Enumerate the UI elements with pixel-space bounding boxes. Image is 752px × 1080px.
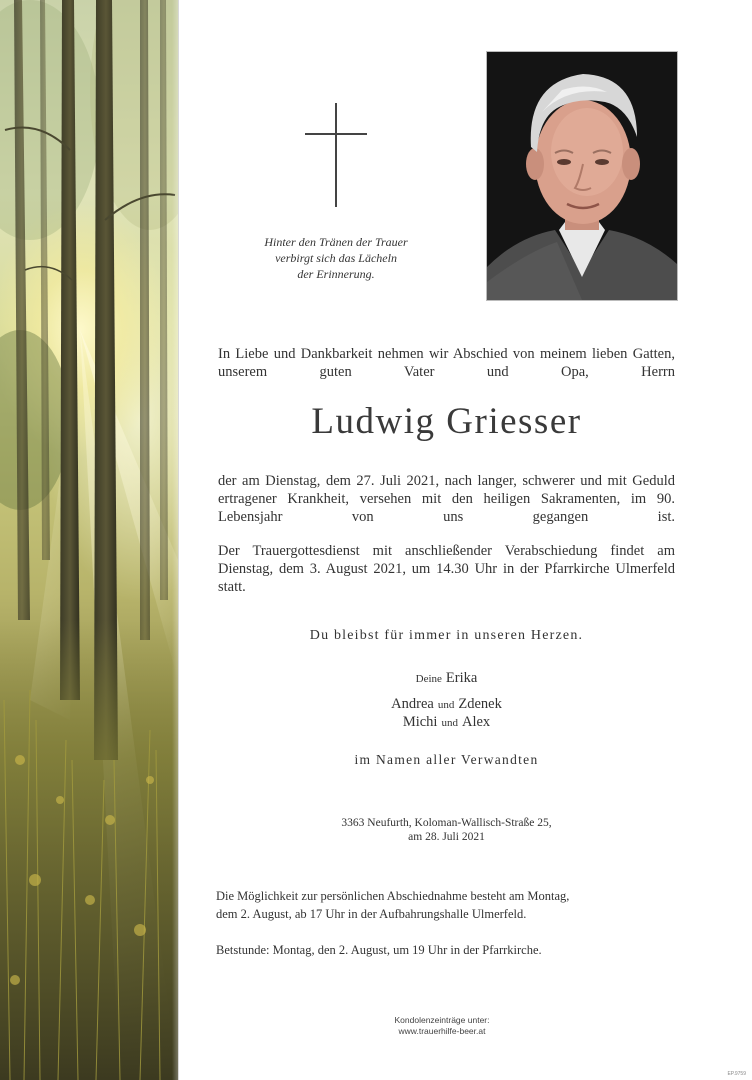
family-name: Alex <box>461 714 491 730</box>
motto-line: verbirgt sich das Lächeln <box>275 251 397 265</box>
image-fade <box>172 0 202 1080</box>
funeral-service-info: Der Trauergottesdienst mit anschließender Verabschiedung findet am Dienstag, dem 3. August 2021, um 14.30 Uhr in der Pfarrkirche Ulmerfeld statt. <box>218 543 675 595</box>
relatives-line: im Namen aller Verwandten <box>354 752 539 767</box>
death-announcement: der am Dienstag, dem 27. Juli 2021, nach langer, schwerer und mit Geduld ertragener Krankheit, versehen mit den heiligen Sakramenten, im 90. Lebensjahr von uns gegangen ist. <box>218 473 675 525</box>
family-name: Erika <box>445 670 478 686</box>
memorial-quote: Du bleibst für immer in unseren Herzen. <box>309 628 584 643</box>
cross-icon <box>335 103 337 207</box>
motto-line: der Erinnerung. <box>297 267 375 281</box>
family-connector: und <box>441 717 458 729</box>
address-line: 3363 Neufurth, Koloman-Wallisch-Straße 25, <box>341 817 552 829</box>
family-name: Zdenek <box>458 696 502 712</box>
family-connector: und <box>437 699 455 711</box>
condolence-label: Kondolenzeinträge unter: <box>394 1015 490 1025</box>
cross-icon-bar <box>305 133 367 135</box>
family-name: Michi <box>402 714 438 730</box>
intro-text: In Liebe und Dankbarkeit nehmen wir Abschied von meinem lieben Gatten, unserem guten Vater und Opa, Herrn <box>218 346 675 380</box>
family-line <box>218 695 675 713</box>
family-name: Andrea <box>391 696 434 712</box>
image-edge <box>178 0 179 1080</box>
date-line: am 28. Juli 2021 <box>408 831 485 843</box>
family-prefix: Deine <box>415 673 442 685</box>
farewell-line: dem 2. August, ab 17 Uhr in der Aufbahrungshalle Ulmerfeld. <box>216 907 527 921</box>
farewell-line: Die Möglichkeit zur persönlichen Abschiednahme besteht am Montag, <box>216 889 570 903</box>
motto <box>232 234 440 282</box>
deceased-name: Ludwig Griesser <box>311 401 582 442</box>
portrait-photo <box>486 51 678 301</box>
document-code: EP.9759 <box>727 1071 746 1077</box>
motto-line: Hinter den Tränen der Trauer <box>264 235 408 249</box>
prayer-info: Betstunde: Montag, den 2. August, um 19 Uhr in der Pfarrkirche. <box>216 943 542 957</box>
forest-image <box>0 0 178 1080</box>
farewell-info <box>216 887 676 923</box>
condolence-link[interactable]: www.trauerhilfe-beer.at <box>398 1026 486 1036</box>
family-line <box>218 669 675 687</box>
family-line <box>218 713 675 731</box>
